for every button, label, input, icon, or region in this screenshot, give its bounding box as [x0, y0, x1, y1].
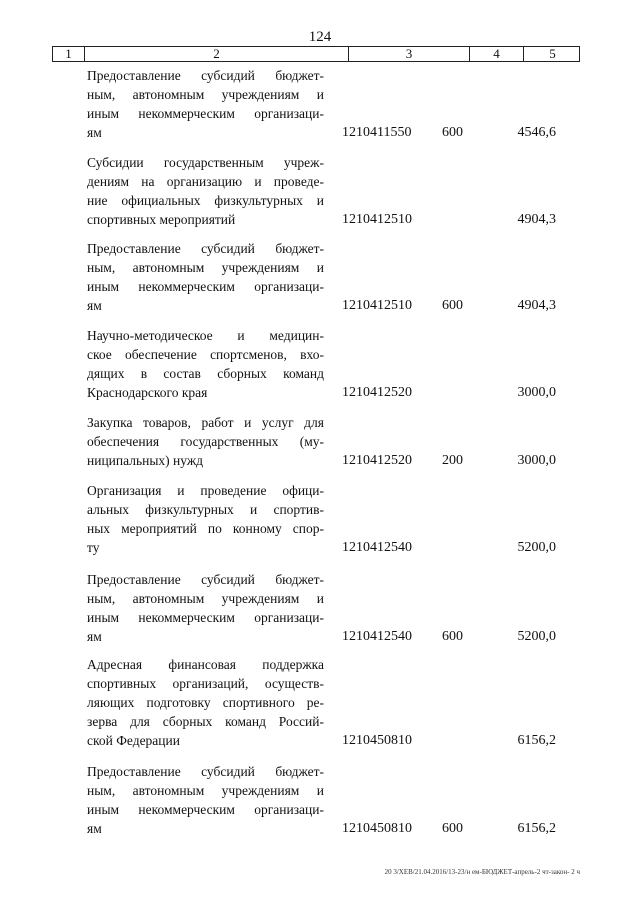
description-line: Предоставление субсидий бюджет-	[87, 764, 324, 779]
document-footer: 20 3/ХЕВ/21.04.2016/13-23/н ем-БЮДЖЕТ-апрель-2 чт-закон- 2 ч	[384, 868, 580, 876]
amount: 5200,0	[517, 629, 556, 644]
description-line: зерва для сборных команд Россий-	[87, 714, 324, 729]
amount: 4904,3	[517, 298, 556, 313]
row-description	[87, 153, 324, 229]
description-line: дениям на организацию и проведе-	[87, 174, 324, 189]
page-number: 124	[308, 29, 332, 45]
header-col-2: 2	[85, 47, 349, 61]
description-line: ту	[87, 540, 100, 555]
expense-type: 600	[442, 629, 463, 644]
description-line: ям	[87, 821, 102, 836]
table-header	[52, 46, 580, 62]
description-line: иным некоммерческим организаци-	[87, 279, 324, 294]
description-line: ным, автономным учреждениям и	[87, 260, 324, 275]
amount: 4904,3	[517, 212, 556, 227]
description-line: Организация и проведение офици-	[87, 483, 324, 498]
description-line: ным, автономным учреждениям и	[87, 783, 324, 798]
description-line: ниципальных) нужд	[87, 453, 204, 468]
row-description	[87, 239, 324, 315]
target-article-code: 1210412540	[342, 540, 412, 555]
description-line: Научно-методическое и медицин-	[87, 328, 324, 343]
description-line: иным некоммерческим организаци-	[87, 802, 324, 817]
description-line: Субсидии государственным учреж-	[87, 155, 324, 170]
row-description	[87, 570, 324, 646]
description-line: иным некоммерческим организаци-	[87, 106, 324, 121]
row-description	[87, 481, 324, 557]
description-line: ным, автономным учреждениям и	[87, 591, 324, 606]
description-line: дящих в состав сборных команд	[87, 366, 324, 381]
description-line: альных физкультурных и спортив-	[87, 502, 324, 517]
description-line: ям	[87, 629, 102, 644]
description-line: ляющих подготовку спортивного ре-	[87, 695, 324, 710]
description-line: спортивных организаций, осуществ-	[87, 676, 324, 691]
description-line: Краснодарского края	[87, 385, 208, 400]
description-line: ным, автономным учреждениям и	[87, 87, 324, 102]
row-description	[87, 762, 324, 838]
description-line: Адресная финансовая поддержка	[87, 657, 324, 672]
description-line: обеспечения государственных (му-	[87, 434, 324, 449]
expense-type: 600	[442, 298, 463, 313]
expense-type: 600	[442, 125, 463, 140]
description-line: Предоставление субсидий бюджет-	[87, 241, 324, 256]
description-line: ское обеспечение спортсменов, вхо-	[87, 347, 324, 362]
target-article-code: 1210412520	[342, 385, 412, 400]
header-col-4: 4	[470, 47, 524, 61]
description-line: ям	[87, 298, 102, 313]
row-description	[87, 326, 324, 402]
header-col-5: 5	[549, 46, 556, 61]
target-article-code: 1210450810	[342, 733, 412, 748]
target-article-code: 1210411550	[342, 125, 412, 140]
description-line: Предоставление субсидий бюджет-	[87, 68, 324, 83]
description-line: иным некоммерческим организаци-	[87, 610, 324, 625]
target-article-code: 1210450810	[342, 821, 412, 836]
amount: 6156,2	[517, 733, 556, 748]
description-line: Закупка товаров, работ и услуг для	[87, 415, 324, 430]
target-article-code: 1210412510	[342, 298, 412, 313]
row-description	[87, 66, 324, 142]
target-article-code: 1210412540	[342, 629, 412, 644]
amount: 4546,6	[517, 125, 556, 140]
amount: 3000,0	[517, 385, 556, 400]
row-description	[87, 655, 324, 750]
target-article-code: 1210412510	[342, 212, 412, 227]
description-line: ние официальных физкультурных и	[87, 193, 324, 208]
expense-type: 600	[442, 821, 463, 836]
expense-type: 200	[442, 453, 463, 468]
amount: 5200,0	[517, 540, 556, 555]
description-line: ных мероприятий по конному спор-	[87, 521, 324, 536]
target-article-code: 1210412520	[342, 453, 412, 468]
header-col-3: 3	[349, 47, 470, 61]
amount: 6156,2	[517, 821, 556, 836]
description-line: спортивных мероприятий	[87, 212, 236, 227]
header-col-1: 1	[53, 47, 85, 61]
description-line: Предоставление субсидий бюджет-	[87, 572, 324, 587]
description-line: ской Федерации	[87, 733, 180, 748]
row-description	[87, 413, 324, 470]
amount: 3000,0	[517, 453, 556, 468]
description-line: ям	[87, 125, 102, 140]
